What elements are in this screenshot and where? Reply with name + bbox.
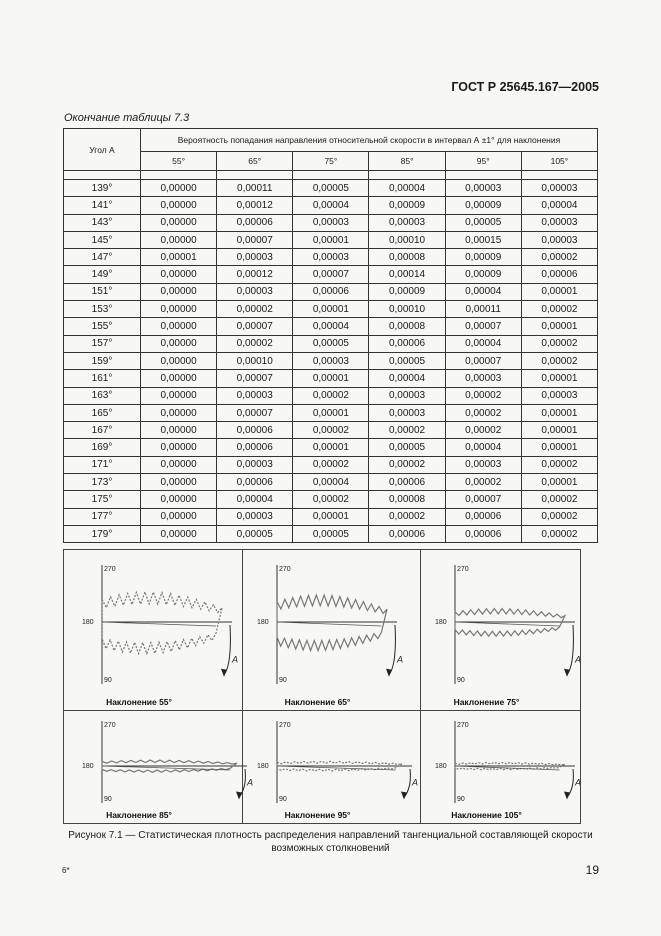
angle-cell: 175°	[64, 491, 141, 508]
probability-cell: 0,00007	[217, 370, 293, 387]
probability-cell: 0,00000	[141, 231, 217, 248]
axis-label-180: 180	[82, 763, 94, 770]
probability-cell: 0,00004	[369, 180, 445, 197]
angle-cell: 151°	[64, 283, 141, 300]
inclination-column-header: 65°	[217, 152, 293, 171]
axis-label-270: 270	[104, 722, 116, 729]
probability-cell: 0,00004	[445, 439, 521, 456]
probability-cell: 0,00003	[521, 387, 597, 404]
angle-label: А	[232, 654, 239, 665]
axis-label-270: 270	[457, 566, 469, 573]
angle-cell: 179°	[64, 525, 141, 542]
table-row	[64, 422, 598, 439]
table-row	[64, 404, 598, 421]
probability-cell: 0,00002	[293, 456, 369, 473]
panel-title: Наклонение 75°	[453, 697, 520, 707]
probability-cell: 0,00005	[369, 352, 445, 369]
table-row	[64, 283, 598, 300]
probability-cell: 0,00005	[369, 439, 445, 456]
arrow-head-icon	[564, 791, 570, 799]
angle-label: А	[575, 777, 582, 788]
probability-cell: 0,00002	[293, 491, 369, 508]
table-row	[64, 266, 598, 283]
probability-cell: 0,00000	[141, 525, 217, 542]
probability-cell: 0,00012	[217, 197, 293, 214]
axis-label-180: 180	[257, 763, 269, 770]
panel-title: Наклонение 55°	[106, 697, 172, 707]
probability-cell: 0,00004	[293, 197, 369, 214]
probability-cell: 0,00003	[521, 214, 597, 231]
probability-cell: 0,00002	[521, 352, 597, 369]
probability-cell: 0,00003	[293, 249, 369, 266]
probability-cell: 0,00001	[521, 283, 597, 300]
probability-cell: 0,00000	[141, 197, 217, 214]
arrow-head-icon	[221, 669, 227, 677]
angle-cell: 145°	[64, 231, 141, 248]
angle-cell: 139°	[64, 180, 141, 197]
probability-cell: 0,00006	[217, 474, 293, 491]
probability-cell: 0,00000	[141, 352, 217, 369]
probability-cell: 0,00007	[445, 352, 521, 369]
probability-cell: 0,00015	[445, 231, 521, 248]
probability-cell: 0,00000	[141, 456, 217, 473]
figure-frame	[63, 549, 581, 824]
probability-cell: 0,00002	[445, 422, 521, 439]
probability-cell: 0,00004	[445, 335, 521, 352]
probability-table	[63, 128, 598, 543]
probability-cell: 0,00007	[217, 318, 293, 335]
polar-plot	[64, 711, 254, 823]
probability-cell: 0,00005	[293, 525, 369, 542]
probability-column-header: Вероятность попадания направления относительной скорости в интервал А ±1° для наклонения	[141, 129, 598, 152]
probability-cell: 0,00000	[141, 387, 217, 404]
probability-cell: 0,00004	[293, 318, 369, 335]
angle-cell: 157°	[64, 335, 141, 352]
polar-plot-panel	[243, 550, 420, 710]
probability-cell: 0,00009	[369, 197, 445, 214]
table-row	[64, 335, 598, 352]
arrow-head-icon	[401, 791, 407, 799]
probability-cell: 0,00001	[293, 370, 369, 387]
polar-plot	[421, 711, 580, 823]
axis-label-90: 90	[104, 677, 112, 684]
inclination-column-header: 75°	[293, 152, 369, 171]
probability-cell: 0,00003	[217, 249, 293, 266]
probability-cell: 0,00009	[445, 197, 521, 214]
angle-column-header: Угол А	[64, 129, 141, 171]
probability-cell: 0,00009	[369, 283, 445, 300]
probability-cell: 0,00003	[445, 180, 521, 197]
probability-cell: 0,00002	[521, 525, 597, 542]
table-row	[64, 508, 598, 525]
probability-cell: 0,00002	[293, 422, 369, 439]
probability-cell: 0,00007	[217, 231, 293, 248]
figure-caption	[63, 829, 598, 855]
panel-title: Наклонение 65°	[284, 697, 351, 707]
axis-label-180: 180	[82, 619, 94, 626]
probability-cell: 0,00000	[141, 266, 217, 283]
angle-cell: 153°	[64, 301, 141, 318]
probability-cell: 0,00006	[217, 422, 293, 439]
probability-cell: 0,00006	[369, 525, 445, 542]
table-row	[64, 231, 598, 248]
probability-cell: 0,00003	[445, 456, 521, 473]
probability-cell: 0,00003	[369, 214, 445, 231]
probability-cell: 0,00001	[293, 404, 369, 421]
probability-cell: 0,00002	[521, 456, 597, 473]
axis-label-90: 90	[457, 677, 465, 684]
axis-label-90: 90	[279, 796, 287, 803]
probability-cell: 0,00004	[217, 491, 293, 508]
table-row	[64, 249, 598, 266]
angle-label: А	[575, 654, 582, 665]
probability-cell: 0,00002	[445, 474, 521, 491]
probability-cell: 0,00006	[521, 266, 597, 283]
table-row	[64, 180, 598, 197]
polar-plot-panel	[243, 711, 420, 823]
probability-cell: 0,00003	[521, 231, 597, 248]
probability-cell: 0,00006	[445, 525, 521, 542]
polar-plot-panel	[421, 550, 580, 710]
polar-plot-panel	[421, 711, 580, 823]
probability-cell: 0,00001	[521, 404, 597, 421]
probability-cell: 0,00001	[521, 422, 597, 439]
probability-cell: 0,00005	[445, 214, 521, 231]
table-row	[64, 370, 598, 387]
probability-cell: 0,00000	[141, 491, 217, 508]
reference-ray	[277, 622, 382, 626]
probability-cell: 0,00002	[445, 387, 521, 404]
angle-cell: 161°	[64, 370, 141, 387]
probability-cell: 0,00000	[141, 370, 217, 387]
probability-cell: 0,00001	[293, 439, 369, 456]
probability-cell: 0,00014	[369, 266, 445, 283]
angle-arc	[567, 625, 573, 675]
probability-cell: 0,00006	[217, 439, 293, 456]
axis-label-180: 180	[435, 619, 447, 626]
probability-cell: 0,00000	[141, 404, 217, 421]
angle-arc	[389, 625, 395, 675]
table-row	[64, 301, 598, 318]
probability-cell: 0,00011	[217, 180, 293, 197]
probability-cell: 0,00002	[445, 404, 521, 421]
table-row	[64, 197, 598, 214]
angle-cell: 149°	[64, 266, 141, 283]
figure-caption-line-1: Рисунок 7.1 — Статистическая плотность распределения направлений тангенциальной составляющей скорости	[68, 830, 593, 841]
axis-label-180: 180	[257, 619, 269, 626]
probability-cell: 0,00000	[141, 422, 217, 439]
arrow-head-icon	[236, 791, 242, 799]
probability-cell: 0,00004	[521, 197, 597, 214]
angle-label: А	[412, 777, 419, 788]
probability-cell: 0,00003	[445, 370, 521, 387]
probability-cell: 0,00006	[293, 283, 369, 300]
arrow-head-icon	[564, 669, 570, 677]
panel-title: Наклонение 105°	[451, 810, 522, 820]
probability-cell: 0,00007	[217, 404, 293, 421]
probability-cell: 0,00001	[521, 439, 597, 456]
probability-cell: 0,00000	[141, 474, 217, 491]
table-row	[64, 456, 598, 473]
probability-cell: 0,00003	[293, 214, 369, 231]
probability-cell: 0,00003	[217, 283, 293, 300]
angle-cell: 167°	[64, 422, 141, 439]
probability-cell: 0,00002	[521, 335, 597, 352]
probability-cell: 0,00000	[141, 301, 217, 318]
table-row	[64, 387, 598, 404]
table-row	[64, 214, 598, 231]
angle-cell: 163°	[64, 387, 141, 404]
probability-cell: 0,00002	[521, 491, 597, 508]
figure-caption-line-2: возможных столкновений	[271, 843, 390, 854]
probability-cell: 0,00001	[521, 318, 597, 335]
table-row	[64, 439, 598, 456]
axis-label-270: 270	[104, 566, 116, 573]
axis-label-270: 270	[457, 722, 469, 729]
table-spacer-row	[64, 171, 598, 180]
probability-cell: 0,00008	[369, 491, 445, 508]
probability-cell: 0,00008	[369, 318, 445, 335]
probability-cell: 0,00001	[521, 474, 597, 491]
probability-cell: 0,00003	[521, 180, 597, 197]
polar-plot	[243, 711, 420, 823]
probability-cell: 0,00004	[293, 474, 369, 491]
probability-cell: 0,00001	[521, 370, 597, 387]
probability-cell: 0,00003	[293, 352, 369, 369]
page-number: 19	[585, 863, 599, 877]
polar-plot	[421, 550, 580, 710]
reference-ray	[102, 622, 216, 626]
angle-label: А	[247, 777, 254, 788]
angle-cell: 177°	[64, 508, 141, 525]
table-row	[64, 525, 598, 542]
angle-cell: 169°	[64, 439, 141, 456]
probability-cell: 0,00002	[293, 387, 369, 404]
table-row	[64, 474, 598, 491]
reference-ray	[455, 622, 560, 626]
probability-cell: 0,00001	[141, 249, 217, 266]
probability-cell: 0,00011	[445, 301, 521, 318]
angle-cell: 143°	[64, 214, 141, 231]
probability-cell: 0,00007	[445, 491, 521, 508]
axis-label-90: 90	[279, 677, 287, 684]
probability-cell: 0,00003	[369, 387, 445, 404]
probability-cell: 0,00006	[217, 214, 293, 231]
probability-cell: 0,00000	[141, 180, 217, 197]
probability-cell: 0,00000	[141, 214, 217, 231]
probability-cell: 0,00009	[445, 266, 521, 283]
axis-label-270: 270	[279, 566, 291, 573]
arrow-head-icon	[386, 669, 392, 677]
probability-cell: 0,00005	[293, 335, 369, 352]
inclination-column-header: 105°	[521, 152, 597, 171]
inclination-column-header: 95°	[445, 152, 521, 171]
probability-cell: 0,00003	[217, 456, 293, 473]
probability-cell: 0,00004	[445, 283, 521, 300]
probability-cell: 0,00003	[369, 404, 445, 421]
polar-plot	[64, 550, 242, 710]
probability-cell: 0,00010	[217, 352, 293, 369]
probability-cell: 0,00010	[369, 301, 445, 318]
angle-cell: 155°	[64, 318, 141, 335]
probability-cell: 0,00001	[293, 231, 369, 248]
angle-arc	[224, 625, 230, 675]
table-row	[64, 352, 598, 369]
probability-cell: 0,00000	[141, 283, 217, 300]
probability-cell: 0,00003	[217, 508, 293, 525]
probability-cell: 0,00002	[521, 508, 597, 525]
probability-cell: 0,00010	[369, 231, 445, 248]
axis-label-90: 90	[104, 796, 112, 803]
table-row	[64, 491, 598, 508]
probability-cell: 0,00002	[369, 456, 445, 473]
probability-cell: 0,00002	[521, 249, 597, 266]
angle-cell: 147°	[64, 249, 141, 266]
probability-cell: 0,00002	[217, 301, 293, 318]
probability-cell: 0,00009	[445, 249, 521, 266]
polar-plot-panel	[64, 550, 242, 710]
angle-cell: 171°	[64, 456, 141, 473]
angle-cell: 159°	[64, 352, 141, 369]
probability-cell: 0,00005	[293, 180, 369, 197]
probability-cell: 0,00006	[445, 508, 521, 525]
probability-cell: 0,00005	[217, 525, 293, 542]
panel-title: Наклонение 95°	[284, 810, 351, 820]
probability-cell: 0,00006	[369, 335, 445, 352]
probability-cell: 0,00003	[217, 387, 293, 404]
probability-cell: 0,00000	[141, 508, 217, 525]
probability-cell: 0,00007	[445, 318, 521, 335]
page-footnote: 6*	[62, 866, 70, 875]
inclination-column-header: 55°	[141, 152, 217, 171]
probability-cell: 0,00004	[369, 370, 445, 387]
probability-cell: 0,00006	[369, 474, 445, 491]
table-row	[64, 318, 598, 335]
probability-cell: 0,00001	[293, 508, 369, 525]
angle-label: А	[397, 654, 404, 665]
polar-plot	[243, 550, 420, 710]
probability-cell: 0,00002	[369, 508, 445, 525]
polar-plot-panel	[64, 711, 254, 823]
probability-cell: 0,00007	[293, 266, 369, 283]
probability-cell: 0,00002	[369, 422, 445, 439]
probability-cell: 0,00008	[369, 249, 445, 266]
angle-cell: 141°	[64, 197, 141, 214]
probability-cell: 0,00000	[141, 318, 217, 335]
angle-cell: 165°	[64, 404, 141, 421]
probability-cell: 0,00002	[217, 335, 293, 352]
axis-label-180: 180	[435, 763, 447, 770]
probability-cell: 0,00012	[217, 266, 293, 283]
axis-label-90: 90	[457, 796, 465, 803]
document-code: ГОСТ Р 25645.167—2005	[451, 80, 599, 94]
probability-cell: 0,00001	[293, 301, 369, 318]
probability-cell: 0,00000	[141, 335, 217, 352]
axis-label-270: 270	[279, 722, 291, 729]
inclination-column-header: 85°	[369, 152, 445, 171]
panel-title: Наклонение 85°	[106, 810, 172, 820]
probability-cell: 0,00002	[521, 301, 597, 318]
probability-cell: 0,00000	[141, 439, 217, 456]
table-caption: Окончание таблицы 7.3	[64, 112, 190, 124]
angle-cell: 173°	[64, 474, 141, 491]
